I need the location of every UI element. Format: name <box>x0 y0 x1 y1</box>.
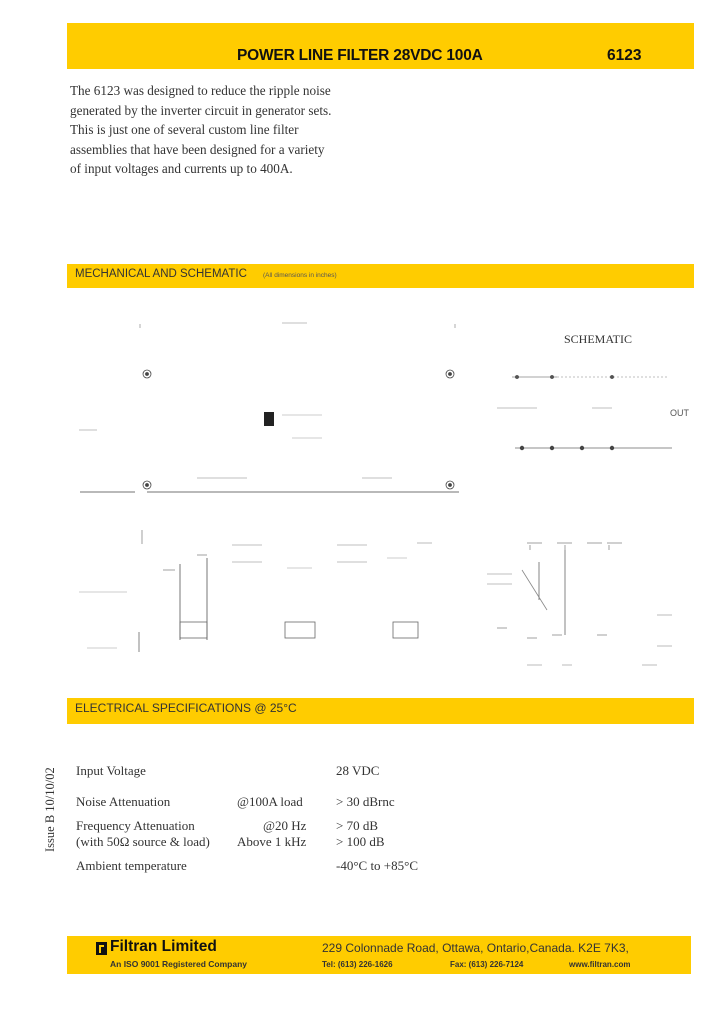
part-number: 6123 <box>607 47 642 64</box>
intro-line: generated by the inverter circuit in generator sets. <box>70 102 332 118</box>
website-link[interactable]: www.filtran.com <box>569 960 631 969</box>
spec-param: Noise Attenuation <box>76 794 171 809</box>
page-title: POWER LINE FILTER 28VDC 100A <box>237 47 483 64</box>
spec-param: Ambient temperature <box>76 858 187 873</box>
spec-param: Input Voltage <box>76 763 146 778</box>
dimensions-note: (All dimensions in inches) <box>263 272 337 279</box>
intro-line: assemblies that have been designed for a variety <box>70 141 325 157</box>
mechanical-heading: MECHANICAL AND SCHEMATIC <box>75 268 247 280</box>
spec-condition: Above 1 kHz <box>237 834 307 849</box>
spec-value: > 30 dBrnc <box>336 794 395 809</box>
out-label: OUT <box>670 408 689 418</box>
spec-value: -40°C to +85°C <box>336 858 419 873</box>
spec-condition: @20 Hz <box>263 818 307 833</box>
spec-value: 28 VDC <box>336 763 380 778</box>
spec-param: Frequency Attenuation <box>76 818 195 833</box>
electrical-heading: ELECTRICAL SPECIFICATIONS @ 25°C <box>75 701 297 715</box>
spec-value: > 100 dB <box>336 834 385 849</box>
telephone: Tel: (613) 226-1626 <box>322 960 393 969</box>
iso-registration: An ISO 9001 Registered Company <box>110 959 247 969</box>
company-name: Filtran Limited <box>110 938 217 955</box>
schematic-label: SCHEMATIC <box>564 332 633 346</box>
intro-paragraph <box>70 81 340 179</box>
company-address: 229 Colonnade Road, Ottawa, Ontario,Canada. K2E 7K3, <box>322 941 629 955</box>
intro-line: The 6123 was designed to reduce the ripple noise <box>70 83 331 98</box>
intro-line: of input voltages and currents up to 400A. <box>70 161 293 176</box>
intro-line: This is just one of several custom line filter <box>70 122 299 137</box>
filtran-logo-icon <box>96 942 107 955</box>
spec-value: > 70 dB <box>336 818 379 833</box>
issue-label: Issue B 10/10/02 <box>43 767 57 852</box>
spec-param: (with 50Ω source & load) <box>76 834 210 849</box>
fax: Fax: (613) 226-7124 <box>450 960 524 969</box>
mechanical-drawing <box>67 300 694 685</box>
spec-condition: @100A load <box>237 794 303 809</box>
